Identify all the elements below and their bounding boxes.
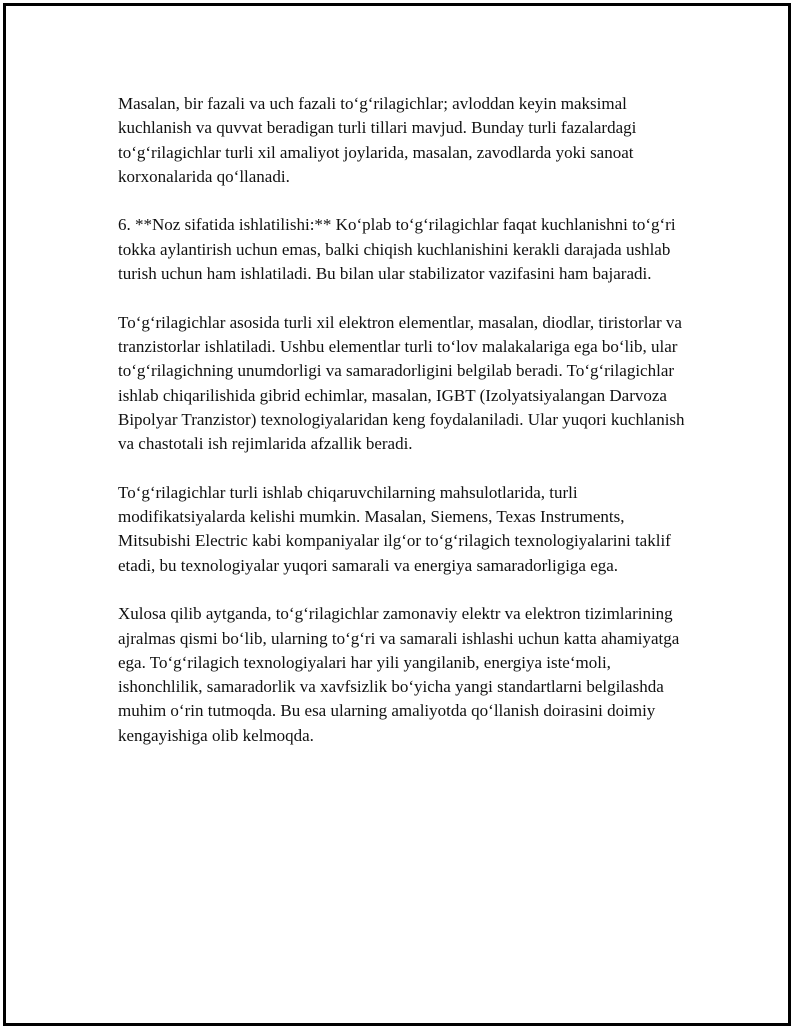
paragraph: 6. **Noz sifatida ishlatilishi:** Ko‘plab to‘g‘rilagichlar faqat kuchlanishni to‘g‘ri tokka aylantirish uchun emas, balki chiqish kuchlanishini kerakli darajada ushlab turish uchun ham ishlatiladi. Bu bilan ular stabilizator vazifasini ham bajaradi.	[118, 215, 676, 284]
paragraph: To‘g‘rilagichlar turli ishlab chiqaruvchilarning mahsulotlarida, turli modifikatsiyalarda kelishi mumkin. Masalan, Siemens, Texas Instruments, Mitsubishi Electric kabi kompaniyalar ilg‘or to‘g‘rilagich texnologiyalarini taklif etadi, bu texnologiyalar yuqori samarali va energiya samaradorligiga ega.	[118, 482, 671, 575]
paragraph: Xulosa qilib aytganda, to‘g‘rilagichlar zamonaviy elektr va elektron tizimlarining ajralmas qismi bo‘lib, ularning to‘g‘ri va samarali ishlashi uchun katta ahamiyatga ega. To‘g‘rilagich texnologiyalari har yili yangilanib, energiya iste‘moli, ishonchlilik, samaradorlik va xavfsizlik bo‘yicha yangi standartlarni belgilashda muhim o‘rin tutmoqda. Bu esa ularning amaliyotda qo‘llanish doirasini doimiy kengayishiga olib kelmoqda.	[118, 604, 680, 745]
paragraph: To‘g‘rilagichlar asosida turli xil elektron elementlar, masalan, diodlar, tiristorlar va tranzistorlar ishlatiladi. Ushbu elementlar turli to‘lov malakalariga ega bo‘lib, ular to‘g‘rilagichning unumdorligi va samaradorligini belgilab beradi. To‘g‘rilagichlar ishlab chiqarilishida gibrid echimlar, masalan, IGBT (Izolyatsiyalangan Darvoza Bipolyar Tranzistor) texnologiyalaridan keng foydalaniladi. Ular yuqori kuchlanish va chastotali ish rejimlarida afzallik beradi.	[118, 312, 685, 454]
document-body	[118, 92, 694, 772]
paragraph: Masalan, bir fazali va uch fazali to‘g‘rilagichlar; avloddan keyin maksimal kuchlanish va quvvat beradigan turli tillari mavjud. Bunday turli fazalardagi to‘g‘rilagichlar turli xil amaliyot joylarida, masalan, zavodlarda yoki sanoat korxonalarida qo‘llanadi.	[118, 94, 637, 186]
